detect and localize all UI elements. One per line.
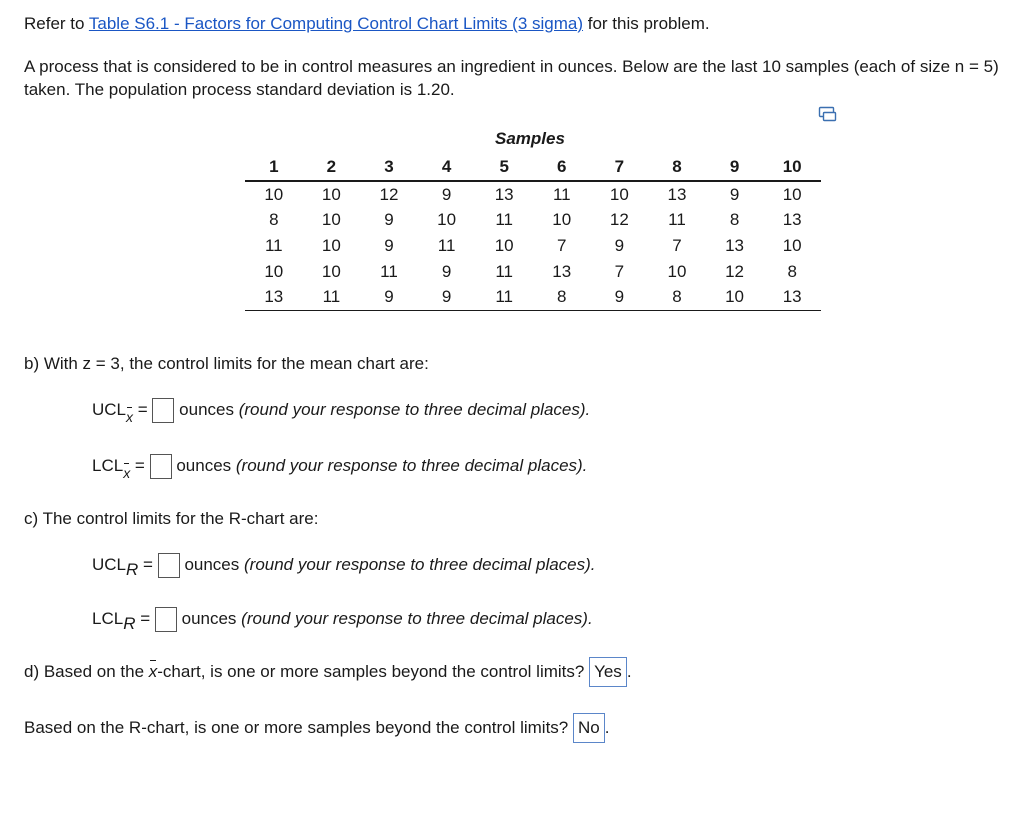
col-header: 1 (245, 154, 303, 181)
table-title: Samples (495, 129, 565, 148)
table-cell: 11 (380, 261, 398, 281)
table-cell: 11 (495, 210, 513, 230)
unit-label: ounces (179, 399, 234, 419)
table-cell: 13 (725, 235, 744, 255)
equals-sign: = (143, 554, 153, 574)
table-cell: 9 (441, 184, 452, 204)
table-cell: 11 (475, 284, 533, 310)
table-row (245, 208, 821, 234)
table-cell: 10 (321, 210, 341, 230)
table-cell: 13 (763, 284, 821, 310)
intro-suffix: for this problem. (583, 14, 710, 33)
table-cell: 9 (614, 235, 625, 255)
col-header: 8 (648, 154, 706, 181)
lcl-r-label: LCL (92, 608, 124, 628)
equals-sign: = (140, 608, 151, 628)
rounding-note: (round your response to three decimal places). (241, 608, 593, 628)
table-cell: 9 (418, 284, 476, 310)
samples-table (245, 154, 821, 311)
table-cell: 11 (495, 261, 513, 281)
part-b-heading: b) With z = 3, the control limits for the mean chart are: (24, 354, 429, 373)
q2-text: Based on the R-chart, is one or more samples beyond the control limits? (24, 718, 569, 737)
table-cell: 12 (609, 210, 629, 230)
table-cell: 9 (441, 261, 452, 281)
unit-label: ounces (176, 455, 232, 475)
col-header: 6 (533, 154, 591, 181)
table-cell: 11 (437, 235, 456, 255)
q1-suffix: -chart, is one or more samples beyond the control limits? (157, 662, 585, 681)
part-d-question-2 (24, 713, 609, 743)
col-header: 10 (763, 154, 821, 181)
table-header-row (245, 154, 821, 181)
unit-label: ounces (181, 608, 237, 628)
table-cell: 8 (787, 261, 797, 281)
table-cell: 10 (437, 210, 457, 230)
table-cell: 10 (321, 235, 341, 255)
table-cell: 10 (667, 261, 687, 281)
table-cell: 12 (379, 184, 399, 204)
r-chart-answer-select[interactable]: No (573, 713, 605, 743)
table-cell: 11 (552, 184, 571, 204)
table-cell: 10 (321, 261, 341, 281)
table-s6-1-link[interactable]: Table S6.1 - Factors for Computing Control Chart Limits (3 sigma) (88, 14, 584, 33)
table-row (245, 284, 821, 310)
col-header: 5 (475, 154, 533, 181)
col-header: 9 (706, 154, 764, 181)
table-cell: 11 (668, 210, 686, 230)
ucl-r-input[interactable] (158, 553, 180, 578)
table-cell: 13 (667, 184, 687, 204)
rounding-note: (round your response to three decimal places). (238, 399, 591, 419)
ucl-r-label: UCL (92, 554, 127, 574)
ucl-xbar-row (92, 398, 590, 423)
xbar-subscript: x (126, 406, 133, 428)
copy-data-icon[interactable] (817, 104, 839, 126)
lcl-xbar-row (92, 454, 587, 479)
table-cell: 7 (557, 235, 567, 255)
table-cell: 10 (782, 184, 802, 204)
lcl-xbar-label: LCL (92, 455, 124, 475)
col-header: 4 (418, 154, 476, 181)
table-cell: 9 (729, 184, 740, 204)
table-cell: 8 (729, 210, 740, 230)
table-cell: 13 (245, 284, 303, 310)
table-cell: 13 (782, 210, 802, 230)
intro-prefix: Refer to (24, 14, 89, 33)
col-header: 3 (360, 154, 418, 181)
period: . (626, 662, 632, 681)
table-cell: 7 (614, 261, 625, 281)
table-cell: 12 (725, 261, 744, 281)
table-row (245, 233, 821, 259)
table-cell: 10 (782, 235, 802, 255)
table-cell: 13 (494, 184, 514, 204)
table-row (245, 181, 821, 208)
table-cell: 10 (706, 284, 764, 310)
table-cell: 9 (591, 284, 649, 310)
intro-line (24, 13, 710, 35)
r-subscript: R (123, 613, 136, 633)
ucl-xbar-label: UCL (92, 399, 127, 419)
problem-text: A process that is considered to be in control measures an ingredient in ounces. Below are the last 10 samples (each of size n = 5) taken. The population process standard deviation is 1.20. (24, 57, 999, 99)
ucl-r-row (92, 553, 596, 578)
table-cell: 10 (321, 184, 341, 204)
xbar-subscript: x (123, 462, 130, 484)
col-header: 7 (591, 154, 649, 181)
table-row (245, 259, 821, 285)
equals-sign: = (137, 399, 148, 419)
unit-label: ounces (184, 554, 240, 574)
table-cell: 8 (269, 210, 279, 230)
part-c-heading: c) The control limits for the R-chart are: (24, 509, 319, 528)
table-cell: 10 (264, 261, 284, 281)
col-header: 2 (303, 154, 361, 181)
table-cell: 8 (533, 284, 591, 310)
lcl-xbar-input[interactable] (150, 454, 172, 479)
lcl-r-input[interactable] (155, 607, 177, 632)
table-cell: 10 (264, 184, 284, 204)
table-cell: 9 (384, 235, 394, 255)
table-cell: 9 (360, 284, 418, 310)
lcl-r-row (92, 607, 593, 632)
xbar-chart-answer-select[interactable]: Yes (589, 657, 627, 687)
table-cell: 9 (384, 210, 394, 230)
table-cell: 13 (552, 261, 572, 281)
q1-prefix: d) Based on the (24, 662, 149, 681)
rounding-note: (round your response to three decimal places). (235, 455, 588, 475)
table-cell: 10 (552, 210, 572, 230)
period: . (604, 718, 610, 737)
rounding-note: (round your response to three decimal places). (244, 554, 596, 574)
ucl-xbar-input[interactable] (152, 398, 174, 423)
table-cell: 7 (672, 235, 682, 255)
equals-sign: = (134, 455, 145, 475)
table-cell: 8 (648, 284, 706, 310)
table-cell: 11 (264, 235, 283, 255)
r-subscript: R (126, 559, 139, 579)
table-cell: 11 (303, 284, 361, 310)
q1-xbar: x (148, 662, 158, 681)
table-cell: 10 (609, 184, 629, 204)
table-cell: 10 (494, 235, 514, 255)
part-d-question-1 (24, 657, 632, 687)
